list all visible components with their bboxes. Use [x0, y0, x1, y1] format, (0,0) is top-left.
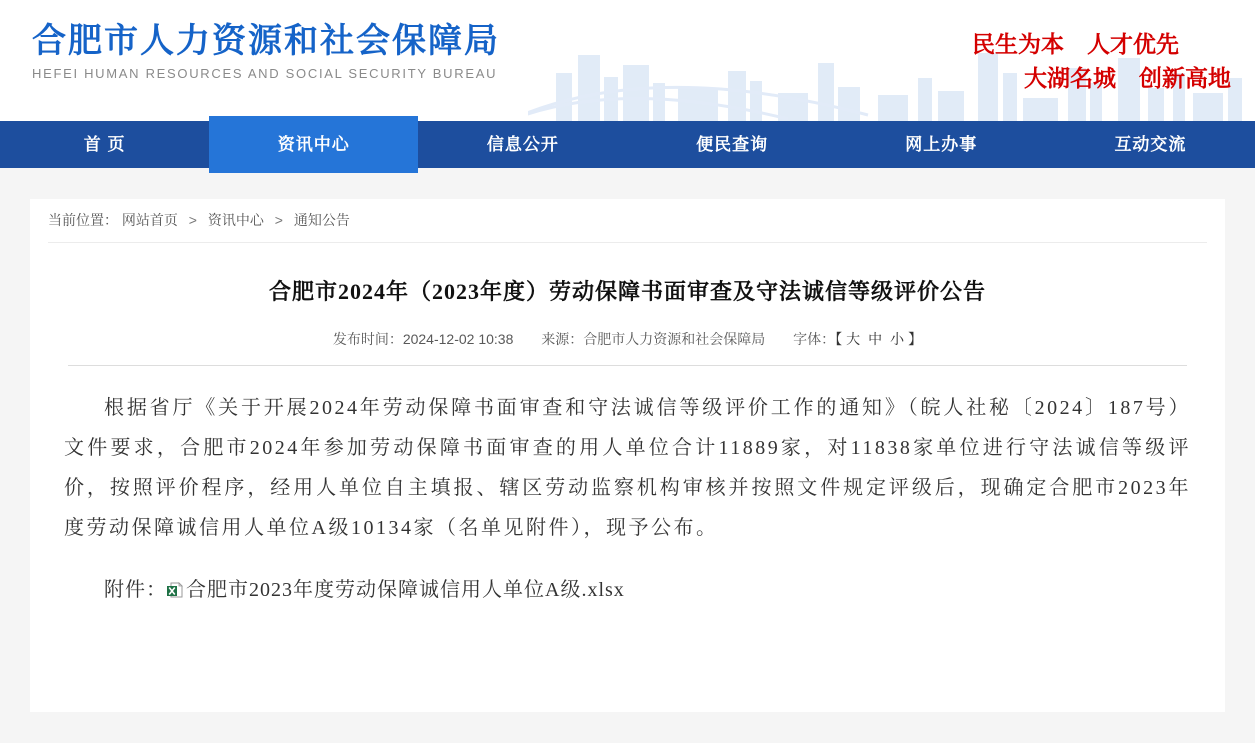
site-name-english: HEFEI HUMAN RESOURCES AND SOCIAL SECURITY BUREAU — [32, 66, 498, 82]
attachment-download-link[interactable] — [167, 579, 625, 601]
font-size-small-button[interactable]: 小 — [890, 331, 905, 347]
article-source — [541, 331, 765, 347]
site-slogan — [972, 28, 1231, 96]
site-logo[interactable] — [32, 22, 500, 81]
font-size-medium-button[interactable]: 中 — [868, 331, 883, 347]
nav-item-online-services[interactable]: 网上办事 — [905, 135, 978, 154]
breadcrumb — [30, 199, 1225, 242]
nav-item-info-disclosure[interactable]: 信息公开 — [486, 135, 559, 154]
article-paragraph: 根据省厅《关于开展2024年劳动保障书面审查和守法诚信等级评价工作的通知》（皖人社秘〔2024〕187号）文件要求，合肥市2024年参加劳动保障书面审查的用人单位合计11889家，对11838家单位进行守法诚信等级评价，按照评价程序，经用人单位自主填报、辖区劳动监察机构审核并按照文件规定评级后，现确定合肥市2023年度劳动保障诚信用人单位A级10134家（名单见附件），现予公布。 — [64, 397, 1191, 539]
breadcrumb-divider — [48, 242, 1207, 243]
publish-time-value: 2024-12-02 10:38 — [402, 331, 514, 347]
attachment-label: 附件： — [104, 579, 167, 601]
publish-time-label: 发布时间： — [332, 331, 403, 347]
attachment-row — [64, 570, 1191, 610]
breadcrumb-label: 当前位置： — [48, 212, 118, 228]
site-header — [0, 0, 1255, 121]
bracket-open: 【 — [835, 331, 843, 347]
main-navigation — [0, 121, 1255, 168]
publish-time — [333, 331, 514, 347]
bracket-close: 】 — [908, 331, 923, 347]
source-value: 合肥市人力资源和社会保障局 — [583, 331, 766, 347]
breadcrumb-item-notices[interactable]: 通知公告 — [293, 212, 350, 228]
breadcrumb-item-home[interactable]: 网站首页 — [121, 212, 178, 228]
meta-divider — [68, 365, 1187, 366]
site-name: 合肥市人力资源和社会保障局 — [32, 22, 500, 60]
article-meta — [30, 329, 1225, 349]
slogan-line-2: 大湖名城 创新高地 — [1024, 66, 1231, 91]
nav-item-convenient-inquiry[interactable]: 便民查询 — [696, 135, 769, 154]
breadcrumb-separator: > — [188, 212, 197, 228]
font-size-label: 字体： — [793, 331, 836, 347]
font-size-large-button[interactable]: 大 — [846, 331, 861, 347]
content-card — [30, 199, 1225, 712]
article-body — [30, 388, 1225, 610]
nav-item-news-center[interactable]: 资讯中心 — [209, 116, 418, 173]
breadcrumb-item-news-center[interactable]: 资讯中心 — [207, 212, 264, 228]
source-label: 来源： — [541, 331, 584, 347]
nav-item-interaction[interactable]: 互动交流 — [1114, 135, 1187, 154]
slogan-line-1: 民生为本 人才优先 — [972, 32, 1179, 57]
article-title: 合肥市2024年（2023年度）劳动保障书面审查及守法诚信等级评价公告 — [268, 279, 986, 304]
page-main — [0, 168, 1255, 712]
breadcrumb-separator: > — [274, 212, 283, 228]
attachment-filename: 合肥市2023年度劳动保障诚信用人单位A级.xlsx — [186, 579, 625, 601]
excel-file-icon — [167, 582, 183, 598]
font-size-control — [793, 331, 922, 347]
nav-item-home[interactable]: 首 页 — [83, 135, 126, 154]
